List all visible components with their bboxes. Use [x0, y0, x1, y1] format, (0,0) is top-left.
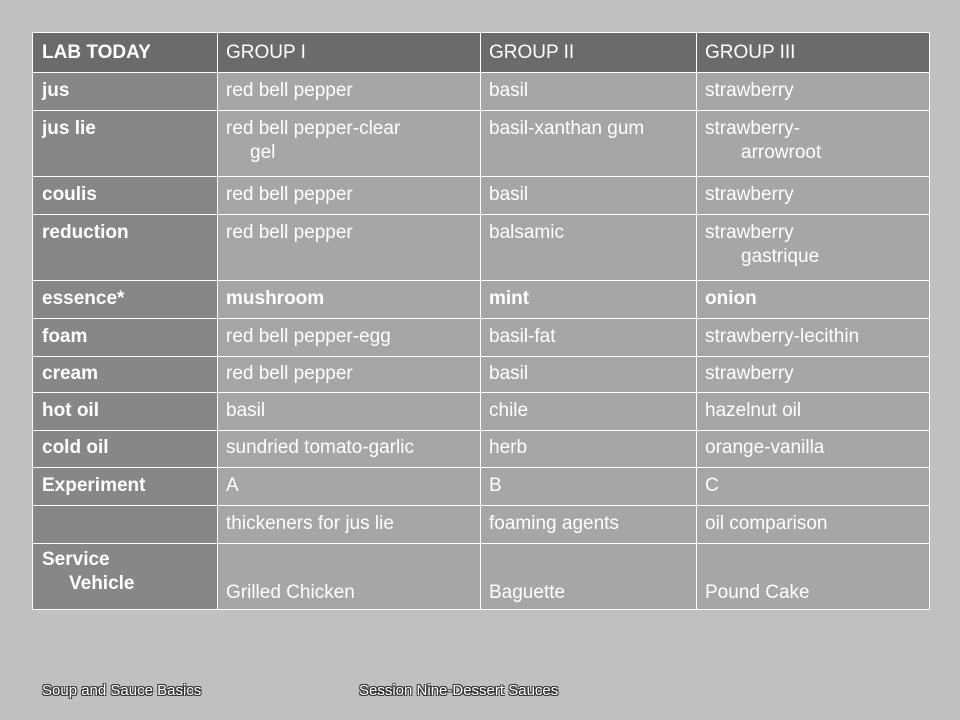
- table-cell: red bell pepper: [218, 357, 481, 393]
- table-cell: oil comparison: [697, 506, 930, 544]
- table-cell: hazelnut oil: [697, 393, 930, 431]
- table-row-essence: [33, 281, 930, 319]
- footer-course-title: Soup and Sauce Basics: [42, 682, 202, 699]
- table-row-reduction: [33, 215, 930, 281]
- row-label: hot oil: [33, 393, 218, 431]
- cell-line: Service: [42, 549, 110, 570]
- table-cell: basil: [481, 177, 697, 215]
- row-label: foam: [33, 319, 218, 357]
- cell-line: gel: [250, 142, 276, 163]
- header-lab-today: LAB TODAY: [33, 33, 218, 73]
- table-cell: C: [697, 468, 930, 506]
- table-row-experiment-detail: [33, 506, 930, 544]
- row-label: cold oil: [33, 431, 218, 468]
- cell-line: Vehicle: [69, 573, 135, 594]
- table-row-cream: [33, 357, 930, 393]
- table-cell: red bell pepper-egg: [218, 319, 481, 357]
- row-label: Experiment: [33, 468, 218, 506]
- table-cell: red bell pepper: [218, 73, 481, 111]
- table-cell: foaming agents: [481, 506, 697, 544]
- table-cell: basil: [481, 73, 697, 111]
- table-row-cold-oil: [33, 431, 930, 468]
- table-cell: thickeners for jus lie: [218, 506, 481, 544]
- table-cell: [697, 215, 930, 281]
- table-cell: strawberry: [697, 357, 930, 393]
- header-group-3: GROUP III: [697, 33, 930, 73]
- table-cell: Pound Cake: [697, 544, 930, 610]
- table-cell: strawberry-lecithin: [697, 319, 930, 357]
- table-cell: [218, 215, 481, 281]
- table-cell: herb: [481, 431, 697, 468]
- table-cell: sundried tomato-garlic: [218, 431, 481, 468]
- table-row-jus: [33, 73, 930, 111]
- cell-line: red bell pepper: [226, 222, 353, 243]
- cell-line: gastrique: [741, 246, 820, 267]
- table-row-experiment: [33, 468, 930, 506]
- table-cell: Grilled Chicken: [218, 544, 481, 610]
- table-header-row: [33, 33, 930, 73]
- table-cell: onion: [697, 281, 930, 319]
- cell-line: arrowroot: [741, 142, 822, 163]
- row-label: essence*: [33, 281, 218, 319]
- row-label: cream: [33, 357, 218, 393]
- header-group-2: GROUP II: [481, 33, 697, 73]
- table-cell: strawberry: [697, 73, 930, 111]
- row-label: [33, 506, 218, 544]
- table-cell: orange-vanilla: [697, 431, 930, 468]
- table-cell: Baguette: [481, 544, 697, 610]
- row-label: jus lie: [33, 111, 218, 177]
- header-group-1: GROUP I: [218, 33, 481, 73]
- row-label: jus: [33, 73, 218, 111]
- table-cell: B: [481, 468, 697, 506]
- table-row-jus-lie: [33, 111, 930, 177]
- table-cell: mushroom: [218, 281, 481, 319]
- table-cell: strawberry: [697, 177, 930, 215]
- table-cell: A: [218, 468, 481, 506]
- cell-line: strawberry-: [705, 118, 801, 139]
- table-row-coulis: [33, 177, 930, 215]
- table-cell: [218, 111, 481, 177]
- footer-session-title: Session Nine-Dessert Sauces: [359, 682, 559, 699]
- row-label: [33, 544, 218, 610]
- table-row-hot-oil: [33, 393, 930, 431]
- table-cell: basil-fat: [481, 319, 697, 357]
- cell-line: balsamic: [489, 222, 564, 243]
- row-label: coulis: [33, 177, 218, 215]
- table-cell: [481, 215, 697, 281]
- table-cell: basil: [481, 357, 697, 393]
- cell-line: red bell pepper-clear: [226, 118, 401, 139]
- cell-line: basil-xanthan gum: [489, 118, 645, 139]
- table-cell: [481, 111, 697, 177]
- cell-line: strawberry: [705, 222, 794, 243]
- table-row-foam: [33, 319, 930, 357]
- lab-table: [32, 32, 930, 610]
- table-cell: basil: [218, 393, 481, 431]
- table-cell: chile: [481, 393, 697, 431]
- table-cell: mint: [481, 281, 697, 319]
- table-row-service-vehicle: [33, 544, 930, 610]
- row-label: reduction: [33, 215, 218, 281]
- table-cell: [697, 111, 930, 177]
- table-cell: red bell pepper: [218, 177, 481, 215]
